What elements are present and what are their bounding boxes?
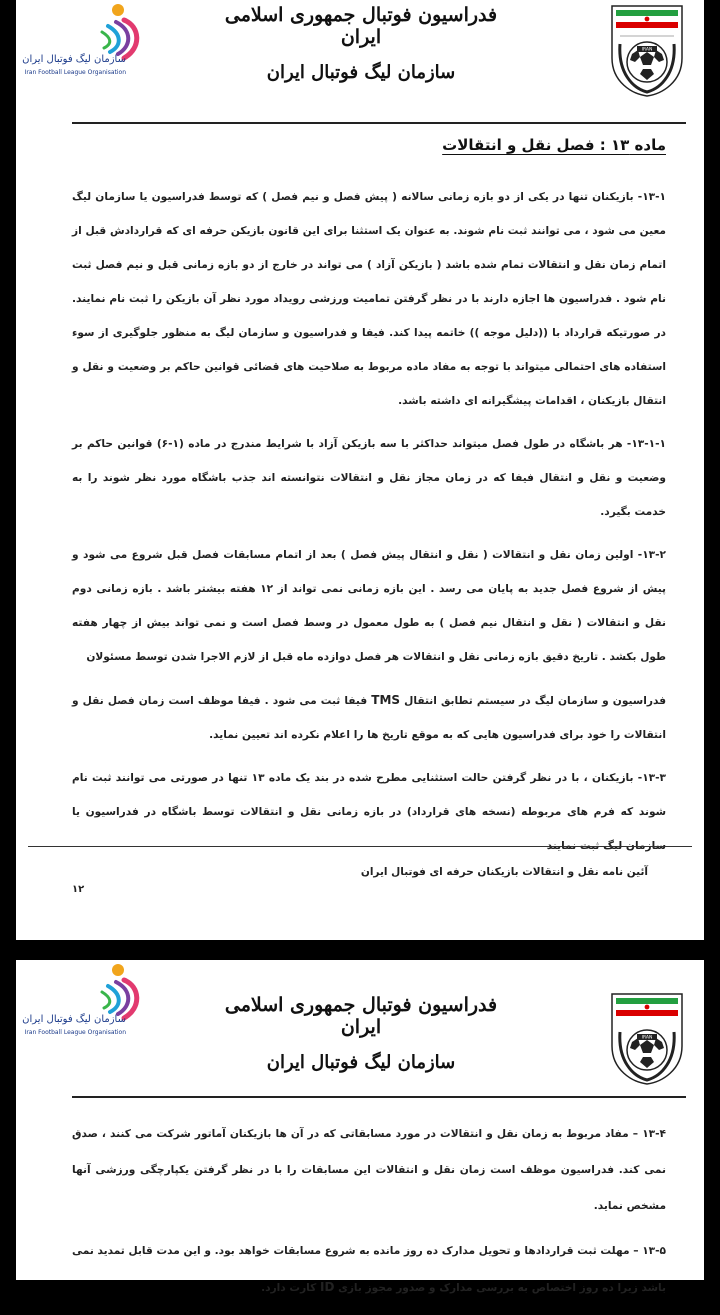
paragraph-13-2-text: ۱۳-۲- اولین زمان نقل و انتقالات ( نقل و انتقال پیش فصل ) بعد از اتمام مسابقات فصل قبل شروع می شود و پیش از شروع فصل جدید به پایان می رسد . این بازه زمانی نمی تواند از ۱۲ هفته بیشتر باشد . بازه زمانی دوم نقل و انتقالات ( نقل و انتقال نیم فصل ) به طول معمول در وسط فصل است و نمی تواند بیش از چهار هفته طول بکشد . تاریخ دقیق بازه زمانی نقل و انتقالات هر فصل دوازده ماه قبل از لازم الاجرا شدن توسط مسئولان	[72, 549, 666, 663]
letterhead	[16, 0, 704, 130]
paragraph-13-1: ۱۳-۱- بازیکنان تنها در یکی از دو بازه زمانی سالانه ( پیش فصل و نیم فصل ) که توسط فدراسیون یا سازمان لیگ معین می شود ، می توانند ثبت نام شوند. به عنوان یک استثنا برای این قانون بازیکن حرفه ای که قراردادش قبل از اتمام زمان نقل و انتقالات تمام شده باشد ( بازیکن آزاد ) می تواند در خارج از دو بازه زمانی قبل و نیم فصل ثبت نام شود . فدراسیون ها اجازه دارند با در نظر گرفتن تمامیت ورزشی رویداد مورد نظر آن بازیکن را ثبت نام نمایند. در صورتیکه قرارداد با ((دلیل موجه )) خاتمه پیدا کند. فیفا و فدراسیون و سازمان لیگ به منظور جلوگیری از سوء استفاده های احتمالی میتواند با توجه به مفاد ماده مربوط به صلاحیت های قضائی قوانین حاکم بر وضعیت و نقل و انتقال بازیکنان ، اقدامات پیشگیرانه ای داشته باشد.	[72, 191, 666, 407]
article-body	[72, 180, 666, 872]
article-title: ماده ۱۳ : فصل نقل و انتقالات	[442, 136, 666, 154]
emblem-center-label: IRAN	[641, 1035, 653, 1041]
paragraph-13-5-before: ۱۳-۵ – مهلت ثبت قراردادها و تحویل مدارک ده روز مانده به شروع مسابقات خواهد بود. و این مدت قابل تمدید نمی باشد زیرا ده روز اختصاص به بررسی مدارک و صدور مجوز بازی	[72, 1245, 666, 1294]
document-page-1	[16, 0, 704, 940]
league-logo-subtitle: Iran Football League Organisation	[24, 1029, 126, 1036]
federation-title: فدراسیون فوتبال جمهوری اسلامی ایران	[224, 4, 498, 48]
emblem-center-label: IRAN	[641, 47, 653, 53]
paragraph-13-5	[72, 1233, 666, 1306]
league-logo-name: سازمان لیگ فوتبال ایران	[22, 1014, 126, 1025]
footer-title: آئین نامه نقل و انتقالات بازیکنان حرفه ای فوتبال ایران	[360, 866, 648, 878]
letterhead-page-2	[16, 960, 704, 1090]
paragraph-13-4: ۱۳-۴ – مفاد مربوط به زمان نقل و انتقالات در مورد مسابقاتی که در آن ها بازیکنان آماتور شرکت می کنند ، صدق نمی کند. فدراسیون موظف است زمان نقل و انتقالات این مسابقات را با در نظر گرفتن یکپارچگی ورزشی آنها مشخص نماید.	[72, 1128, 666, 1212]
league-logo	[22, 962, 152, 1050]
paragraph-13-2	[72, 538, 666, 674]
league-logo	[22, 2, 152, 90]
paragraph-tms	[72, 683, 666, 752]
league-logo-name: سازمان لیگ فوتبال ایران	[22, 54, 126, 65]
league-logo-subtitle: Iran Football League Organisation	[24, 69, 126, 76]
league-title: سازمان لیگ فوتبال ایران	[266, 1052, 456, 1073]
tms-term: TMS	[371, 693, 401, 707]
document-page-2	[16, 960, 704, 1294]
paragraph-13-5-after: کارت دارد.	[261, 1282, 320, 1294]
paragraph-13-1-1: ۱۳-۱-۱- هر باشگاه در طول فصل میتواند حداکثر با سه بازیکن آزاد با شرایط مندرج در ماده (۱-۶) قوانین حاکم بر وضعیت و نقل و انتقال فیفا که در زمان مجاز نقل و انتقالات نتوانسته اند جذب باشگاه مورد نظر شوند را به خدمت بگیرد.	[72, 438, 666, 518]
federation-title: فدراسیون فوتبال جمهوری اسلامی ایران	[224, 994, 498, 1038]
header-divider	[72, 122, 686, 124]
league-title: سازمان لیگ فوتبال ایران	[266, 62, 456, 83]
paragraph-tms-after: فیفا ثبت می شود . فیفا موظف است زمان فصل نقل و انتقالات را خود برای فدراسیون هایی که به موقع تاریخ ها را اعلام نکرده اند تعیین نماید.	[72, 695, 666, 741]
page-number: ۱۲	[72, 884, 85, 895]
article-body-page-2	[72, 1116, 666, 1315]
header-divider	[72, 1096, 686, 1098]
federation-emblem-icon	[602, 2, 692, 98]
id-term: ID	[320, 1280, 335, 1294]
federation-emblem-icon	[602, 990, 692, 1086]
paragraph-tms-before: فدراسیون و سازمان لیگ در سیستم تطابق انتقال	[400, 695, 667, 707]
footer-divider	[28, 846, 692, 847]
paragraph-13-3: ۱۳-۳- بازیکنان ، با در نظر گرفتن حالت استثنایی مطرح شده در بند یک ماده ۱۳ تنها در صورتی می توانند ثبت نام شوند که فرم های مربوطه (نسخه های قرارداد) در بازه زمانی نقل و انتقالات توسط باشگاه در فدراسیون یا سازمان لیگ ثبت نمایند	[72, 772, 666, 852]
